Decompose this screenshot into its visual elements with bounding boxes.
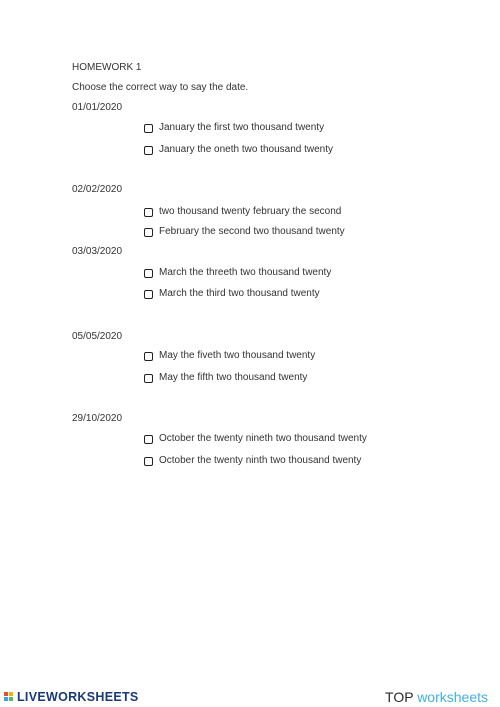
worksheet-title: HOMEWORK 1 bbox=[72, 62, 142, 73]
answer-checkbox[interactable] bbox=[144, 290, 153, 299]
answer-checkbox[interactable] bbox=[144, 228, 153, 237]
option-row[interactable] bbox=[144, 266, 331, 280]
answer-checkbox[interactable] bbox=[144, 374, 153, 383]
option-label: two thousand twenty february the second bbox=[159, 206, 342, 217]
option-label: March the third two thousand twenty bbox=[159, 288, 320, 299]
answer-checkbox[interactable] bbox=[144, 457, 153, 466]
liveworksheets-brand-text: LIVEWORKSHEETS bbox=[17, 690, 139, 704]
question-date: 01/01/2020 bbox=[72, 102, 123, 113]
option-row[interactable] bbox=[144, 287, 320, 301]
answer-checkbox[interactable] bbox=[144, 208, 153, 217]
liveworksheets-logo bbox=[4, 690, 139, 704]
option-label: March the threeth two thousand twenty bbox=[159, 267, 332, 278]
option-row[interactable] bbox=[144, 432, 367, 446]
option-row[interactable] bbox=[144, 454, 361, 468]
option-label: October the twenty nineth two thousand twenty bbox=[159, 433, 367, 444]
option-row[interactable] bbox=[144, 121, 324, 135]
question-date: 03/03/2020 bbox=[72, 246, 123, 257]
worksheets-text: worksheets bbox=[417, 689, 488, 705]
topworksheets-logo bbox=[385, 689, 488, 705]
answer-checkbox[interactable] bbox=[144, 124, 153, 133]
option-row[interactable] bbox=[144, 143, 333, 157]
option-label: January the first two thousand twenty bbox=[159, 122, 325, 133]
option-row[interactable] bbox=[144, 225, 345, 239]
option-label: May the fiveth two thousand twenty bbox=[159, 350, 316, 361]
question-date: 05/05/2020 bbox=[72, 331, 123, 342]
answer-checkbox[interactable] bbox=[144, 269, 153, 278]
option-row[interactable] bbox=[144, 371, 307, 385]
top-text: TOP bbox=[385, 689, 414, 705]
question-date: 29/10/2020 bbox=[72, 413, 123, 424]
option-row[interactable] bbox=[144, 205, 341, 219]
option-label: February the second two thousand twenty bbox=[159, 226, 345, 237]
answer-checkbox[interactable] bbox=[144, 435, 153, 444]
instruction-text: Choose the correct way to say the date. bbox=[72, 82, 249, 93]
option-label: October the twenty ninth two thousand twenty bbox=[159, 455, 362, 466]
liveworksheets-logo-icon bbox=[4, 692, 14, 702]
option-row[interactable] bbox=[144, 349, 315, 363]
answer-checkbox[interactable] bbox=[144, 352, 153, 361]
question-date: 02/02/2020 bbox=[72, 184, 123, 195]
option-label: May the fifth two thousand twenty bbox=[159, 372, 308, 383]
option-label: January the oneth two thousand twenty bbox=[159, 144, 334, 155]
answer-checkbox[interactable] bbox=[144, 146, 153, 155]
